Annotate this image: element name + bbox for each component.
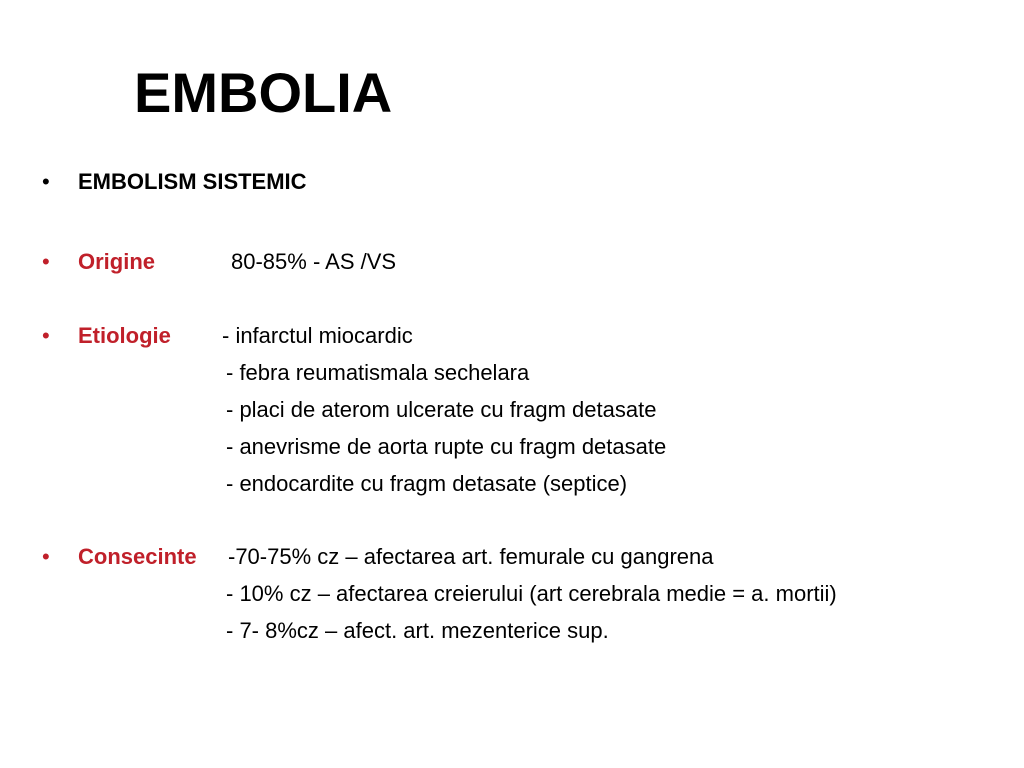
label-embolism-sistemic: EMBOLISM SISTEMIC [78,169,307,194]
etiologie-item: - febra reumatismala sechelara [226,360,530,385]
bullet-sistemic: • [42,169,50,194]
consecinte-item: - 10% cz – afectarea creierului (art cerebrala medie = a. mortii) [226,581,837,606]
label-origine: Origine [78,249,156,274]
label-consecinte: Consecinte [78,544,197,569]
etiologie-item: - endocardite cu fragm detasate (septice) [226,471,628,496]
origine-value: 80-85% - AS /VS [231,249,397,274]
slide-title: EMBOLIA [134,61,393,124]
bullet-origine: • [42,249,50,274]
label-etiologie: Etiologie [78,323,171,348]
etiologie-item: - anevrisme de aorta rupte cu fragm detasate [226,434,667,459]
etiologie-item: - infarctul miocardic [222,323,413,348]
etiologie-item: - placi de aterom ulcerate cu fragm detasate [226,397,657,422]
bullet-consecinte: • [42,544,50,569]
consecinte-item: -70-75% cz – afectarea art. femurale cu gangrena [228,544,714,569]
consecinte-item: - 7- 8%cz – afect. art. mezenterice sup. [226,618,609,643]
bullet-etiologie: • [42,323,50,348]
